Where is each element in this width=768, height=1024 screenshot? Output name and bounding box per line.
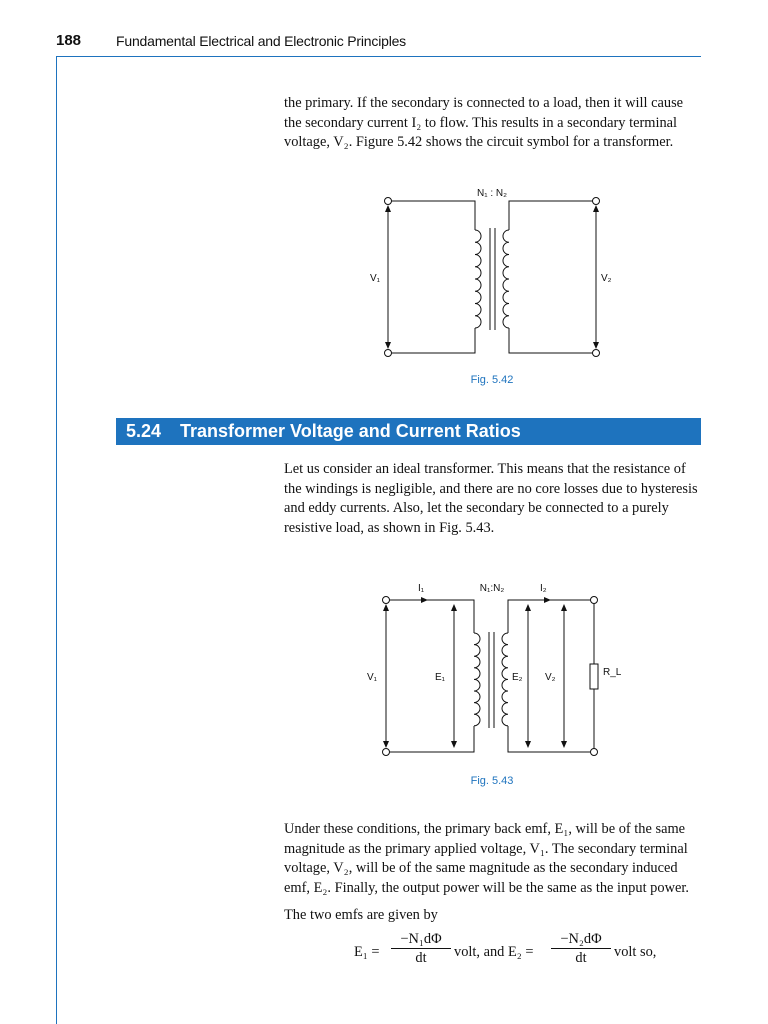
emfs-paragraph: The two emfs are given by — [284, 907, 438, 923]
e2-arrowhead-bottom — [525, 741, 531, 748]
load-resistor — [590, 664, 598, 689]
fig43-rl-label: R_L — [603, 667, 622, 678]
terminal-bottom-left — [385, 350, 392, 357]
terminal-bottom-left — [383, 749, 390, 756]
v2-arrowhead-top — [561, 604, 567, 611]
e1-arrowhead-bottom — [451, 741, 457, 748]
fig43-i2-label: I₂ — [540, 583, 547, 594]
section-text — [284, 460, 702, 544]
primary-wire — [390, 600, 475, 752]
v2-arrowhead-bottom — [593, 342, 599, 349]
figure-5-42 — [360, 180, 620, 364]
v2-arrowhead-top — [593, 205, 599, 212]
fig43-v1-label: V₁ — [367, 672, 378, 683]
fraction-1-numerator: −N₁dΦ — [400, 931, 442, 947]
emf-equation — [354, 930, 684, 974]
v1-arrowhead-top — [385, 205, 391, 212]
conditions-paragraph: Under these conditions, the primary back emf, E₁, will be of the same magnitude as the primary applied voltage, V₁. The secondary terminal voltage, V₂, will be of the same magnitude as the secondary induced emf, E₂. Finally, the output power will be the same as the input power. — [284, 821, 689, 896]
secondary-coil — [502, 633, 508, 726]
terminal-bottom-right — [591, 749, 598, 756]
intro-text — [284, 94, 702, 159]
fig43-v2-label: V₂ — [545, 672, 556, 683]
fraction-1 — [390, 930, 452, 967]
equation-lhs: E₁ = — [354, 944, 380, 960]
fig43-caption: Fig. 5.43 — [470, 775, 514, 787]
equation-middle: volt, and E₂ = — [454, 944, 534, 960]
margin-rule — [56, 56, 57, 1024]
page-number: 188 — [56, 32, 82, 49]
fig42-ratio-label: N₁ : N₂ — [476, 188, 508, 199]
fraction-2-denominator: dt — [575, 950, 587, 966]
terminal-bottom-right — [593, 350, 600, 357]
primary-coil — [475, 230, 481, 328]
primary-coil — [474, 633, 480, 726]
section-title: Transformer Voltage and Current Ratios — [180, 421, 521, 441]
section-number: 5.24 — [126, 421, 162, 441]
e2-arrowhead-top — [525, 604, 531, 611]
fig42-v1-label: V₁ — [370, 273, 381, 284]
fraction-2-numerator: −N₂dΦ — [560, 931, 602, 947]
v2-arrowhead-bottom — [561, 741, 567, 748]
fig43-e1-label: E₁ — [435, 672, 446, 683]
v1-arrowhead-top — [383, 604, 389, 611]
fig43-i1-label: I₁ — [418, 583, 425, 594]
v1-arrowhead-bottom — [383, 741, 389, 748]
section-paragraph: Let us consider an ideal transformer. This means that the resistance of the windings is negligible, and there are no core losses due to hysteresis and eddy currents. Also, let the secondary be connected to a purely resistive load, as shown in Fig. 5.43. — [284, 461, 698, 536]
secondary-coil — [503, 230, 509, 328]
conditions-text — [284, 820, 702, 932]
header-rule — [56, 56, 701, 57]
terminal-top-right — [593, 198, 600, 205]
fig42-caption: Fig. 5.42 — [470, 374, 514, 386]
terminal-top-left — [385, 198, 392, 205]
v1-arrowhead-bottom — [385, 342, 391, 349]
i1-arrowhead — [421, 597, 428, 603]
e1-arrowhead-top — [451, 604, 457, 611]
section-heading — [116, 418, 701, 445]
running-title: Fundamental Electrical and Electronic Principles — [116, 33, 406, 49]
fig43-ratio-label: N₁:N₂ — [479, 583, 505, 594]
intro-paragraph: the primary. If the secondary is connected to a load, then it will cause the secondary current I₂ to flow. This results in a secondary terminal voltage, V₂. Figure 5.42 shows the circuit symbol for a transformer. — [284, 95, 684, 150]
terminal-top-left — [383, 597, 390, 604]
fig42-v2-label: V₂ — [601, 273, 612, 284]
fraction-2 — [550, 930, 612, 967]
primary-wire — [392, 201, 476, 353]
fig43-e2-label: E₂ — [512, 672, 523, 683]
i2-arrowhead — [544, 597, 551, 603]
fraction-1-denominator: dt — [415, 950, 427, 966]
equation-tail: volt so, — [614, 944, 657, 960]
figure-5-43 — [360, 578, 630, 768]
terminal-top-right — [591, 597, 598, 604]
secondary-wire — [509, 201, 593, 353]
